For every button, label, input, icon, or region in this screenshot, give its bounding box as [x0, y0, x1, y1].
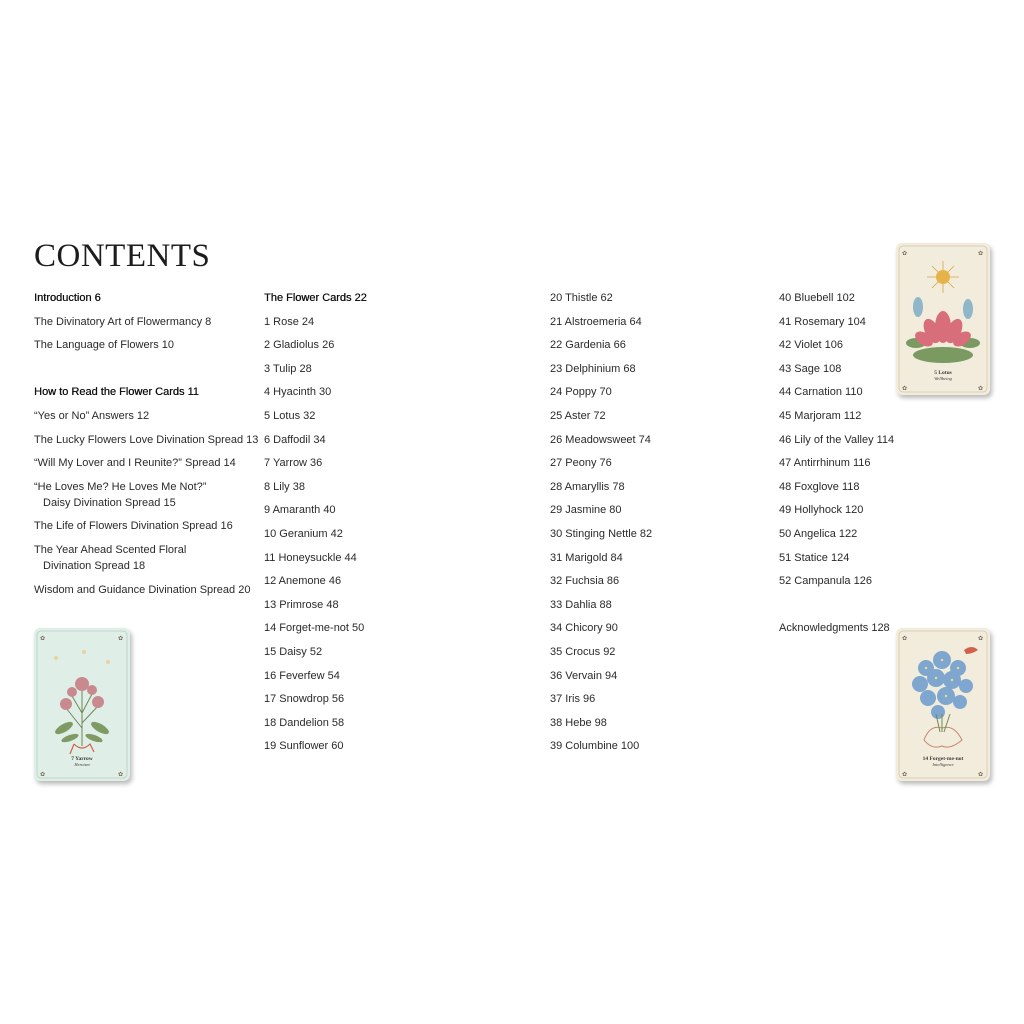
lotus-card-caption	[896, 370, 990, 382]
toc-entry-card[interactable]: 49 Hollyhock 120	[779, 504, 864, 517]
contents-column-cards-1	[264, 290, 494, 762]
yarrow-card-meaning: Heroism	[74, 762, 90, 767]
toc-entry-card[interactable]: 26 Meadowsweet 74	[550, 433, 651, 446]
toc-entry-card[interactable]: 32 Fuchsia 86	[550, 575, 620, 588]
toc-entry-how-to-read[interactable]: How to Read the Flower Cards 11	[34, 386, 199, 399]
forget-me-not-card-name: 14 Forget-me-not	[922, 756, 964, 762]
toc-entry-card[interactable]: 6 Daffodil 34	[264, 433, 326, 446]
toc-entry-flower-cards[interactable]: The Flower Cards 22	[264, 292, 367, 304]
svg-text:✿: ✿	[118, 772, 124, 778]
toc-entry-card[interactable]: 51 Statice 124	[779, 551, 850, 564]
toc-entry-will-my-lover[interactable]: “Will My Lover and I Reunite?” Spread 14	[34, 457, 236, 470]
yarrow-card-illustration	[34, 628, 130, 781]
toc-entry-acknowledgments[interactable]: Acknowledgments 128	[779, 622, 890, 635]
svg-text:✿: ✿	[978, 772, 984, 778]
toc-entry-card[interactable]: 8 Lily 38	[264, 480, 305, 493]
toc-entry-card[interactable]: 16 Feverfew 54	[264, 669, 340, 682]
toc-entry-card[interactable]: 15 Daisy 52	[264, 645, 323, 658]
toc-entry-card[interactable]: 25 Aster 72	[550, 409, 606, 422]
toc-entry-year-ahead[interactable]	[34, 542, 254, 574]
toc-entry-card[interactable]: 41 Rosemary 104	[779, 315, 866, 328]
toc-entry-card[interactable]: 44 Carnation 110	[779, 386, 863, 399]
toc-entry-card[interactable]: 12 Anemone 46	[264, 575, 342, 588]
toc-entry-card[interactable]: 46 Lily of the Valley 114	[779, 433, 895, 446]
toc-entry-card[interactable]: 30 Stinging Nettle 82	[550, 527, 653, 540]
toc-entry-card[interactable]: 42 Violet 106	[779, 339, 844, 352]
yarrow-card-caption	[34, 756, 130, 768]
toc-entry-he-loves-me-line1: “He Loves Me? He Loves Me Not?”	[34, 480, 207, 493]
toc-entry-card[interactable]: 34 Chicory 90	[550, 622, 618, 635]
toc-entry-life-of-flowers[interactable]: The Life of Flowers Divination Spread 16	[34, 520, 233, 533]
lotus-card-illustration	[896, 243, 990, 395]
toc-entry-card[interactable]: 38 Hebe 98	[550, 716, 607, 729]
lotus-card-meaning: Wellbeing	[934, 376, 952, 381]
yarrow-card-name: 7 Yarrow	[71, 756, 93, 762]
toc-entry-card[interactable]: 36 Vervain 94	[550, 669, 618, 682]
forget-me-not-card-illustration	[896, 628, 990, 781]
toc-entry-card[interactable]: 2 Gladiolus 26	[264, 339, 335, 352]
toc-entry-introduction[interactable]: Introduction 6	[34, 292, 101, 304]
svg-text:✿: ✿	[902, 386, 908, 392]
toc-entry-card[interactable]: 28 Amaryllis 78	[550, 480, 625, 493]
toc-entry-card[interactable]: 22 Gardenia 66	[550, 339, 626, 352]
contents-column-front-matter	[34, 290, 259, 605]
toc-entry-card[interactable]: 47 Antirrhinum 116	[779, 457, 871, 470]
toc-entry-card[interactable]: 13 Primrose 48	[264, 598, 339, 611]
toc-entry-lucky-flowers[interactable]: The Lucky Flowers Love Divination Spread 13	[34, 433, 259, 446]
toc-entry-card[interactable]: 52 Campanula 126	[779, 575, 872, 588]
svg-text:✿: ✿	[978, 386, 984, 392]
toc-entry-he-loves-me[interactable]	[34, 479, 254, 511]
toc-entry-card[interactable]: 45 Marjoram 112	[779, 409, 862, 422]
toc-entry-yes-or-no[interactable]: “Yes or No” Answers 12	[34, 409, 150, 422]
toc-entry-card[interactable]: 35 Crocus 92	[550, 645, 616, 658]
page-title: CONTENTS	[34, 238, 211, 274]
toc-entry-divinatory-art[interactable]: The Divinatory Art of Flowermancy 8	[34, 315, 212, 328]
toc-entry-card[interactable]: 27 Peony 76	[550, 457, 612, 470]
toc-entry-he-loves-me-line2: Daisy Divination Spread 15	[43, 496, 176, 509]
toc-entry-card[interactable]: 37 Iris 96	[550, 693, 596, 706]
toc-entry-year-ahead-line2: Divination Spread 18	[43, 559, 146, 572]
toc-entry-card[interactable]: 14 Forget-me-not 50	[264, 622, 365, 635]
toc-entry-card[interactable]: 11 Honeysuckle 44	[264, 551, 357, 564]
toc-entry-card[interactable]: 18 Dandelion 58	[264, 716, 345, 729]
lotus-card-name: 5 Lotus	[934, 370, 952, 376]
toc-entry-card[interactable]: 39 Columbine 100	[550, 740, 640, 753]
svg-text:✿: ✿	[40, 772, 46, 778]
svg-text:✿: ✿	[118, 636, 124, 642]
toc-entry-year-ahead-line1: The Year Ahead Scented Floral	[34, 543, 187, 556]
toc-entry-card[interactable]: 19 Sunflower 60	[264, 740, 344, 753]
toc-entry-card[interactable]: 43 Sage 108	[779, 362, 842, 375]
svg-text:✿: ✿	[40, 636, 46, 642]
svg-text:✿: ✿	[978, 251, 984, 257]
forget-me-not-card-caption	[896, 756, 990, 768]
toc-entry-card[interactable]: 40 Bluebell 102	[779, 292, 855, 304]
toc-entry-card[interactable]: 31 Marigold 84	[550, 551, 623, 564]
contents-column-cards-2	[550, 290, 750, 762]
toc-entry-card[interactable]: 10 Geranium 42	[264, 527, 343, 540]
toc-entry-card[interactable]: 23 Delphinium 68	[550, 362, 636, 375]
forget-me-not-card-meaning: Intelligence	[932, 762, 954, 767]
svg-text:✿: ✿	[902, 772, 908, 778]
contents-column-cards-3	[779, 290, 899, 644]
toc-entry-card[interactable]: 3 Tulip 28	[264, 362, 312, 375]
toc-entry-card[interactable]: 1 Rose 24	[264, 315, 315, 328]
toc-entry-card[interactable]: 9 Amaranth 40	[264, 504, 336, 517]
toc-entry-card[interactable]: 4 Hyacinth 30	[264, 386, 332, 399]
toc-entry-card[interactable]: 33 Dahlia 88	[550, 598, 612, 611]
toc-entry-card[interactable]: 24 Poppy 70	[550, 386, 612, 399]
svg-text:✿: ✿	[978, 636, 984, 642]
toc-entry-card[interactable]: 17 Snowdrop 56	[264, 693, 345, 706]
toc-entry-card[interactable]: 5 Lotus 32	[264, 409, 316, 422]
toc-entry-language-of-flowers[interactable]: The Language of Flowers 10	[34, 339, 175, 352]
toc-entry-card[interactable]: 21 Alstroemeria 64	[550, 315, 642, 328]
toc-entry-card[interactable]: 48 Foxglove 118	[779, 480, 860, 493]
toc-entry-card[interactable]: 20 Thistle 62	[550, 292, 613, 304]
toc-entry-card[interactable]: 29 Jasmine 80	[550, 504, 622, 517]
svg-text:✿: ✿	[902, 251, 908, 257]
toc-entry-card[interactable]: 50 Angelica 122	[779, 527, 858, 540]
svg-text:✿: ✿	[902, 636, 908, 642]
toc-entry-wisdom-guidance[interactable]: Wisdom and Guidance Divination Spread 20	[34, 583, 251, 596]
toc-entry-card[interactable]: 7 Yarrow 36	[264, 457, 323, 470]
